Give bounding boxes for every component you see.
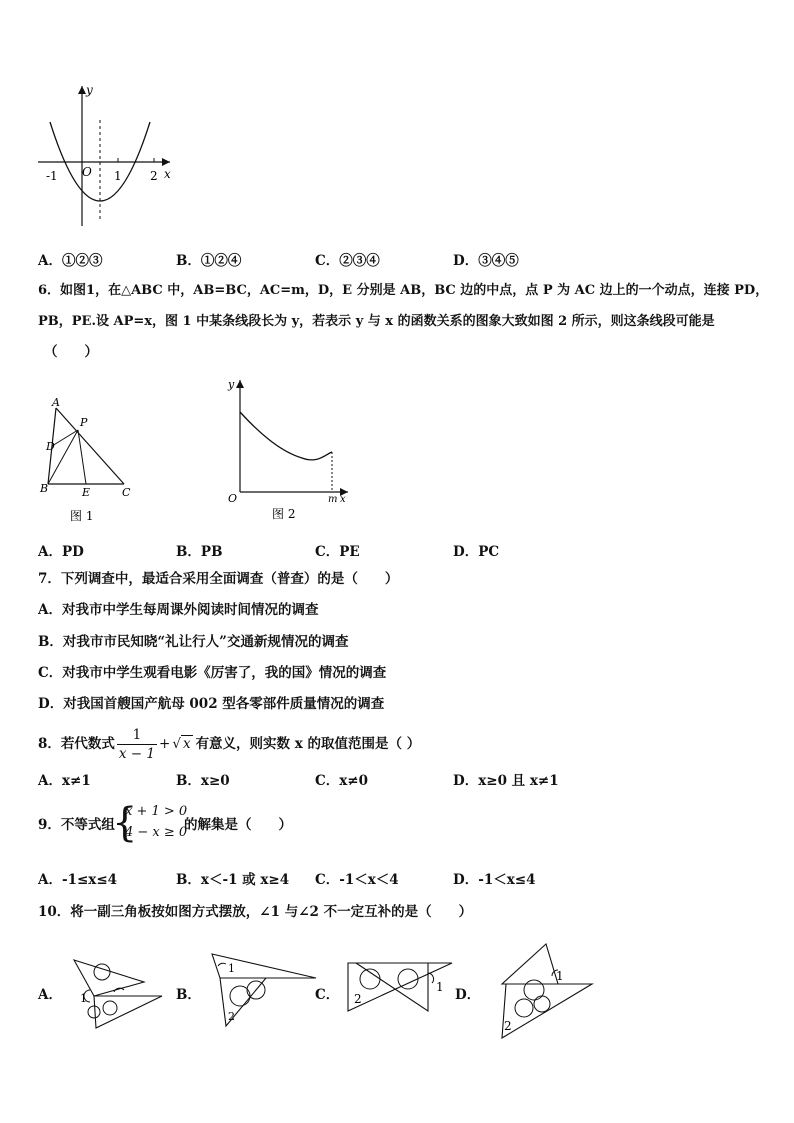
fig2-y-label: y — [228, 378, 235, 391]
fig2-x-label: x — [340, 494, 346, 505]
q9-option-a[interactable]: A．-1≤x≤4 — [38, 872, 118, 888]
figure-2-caption: 图 2 — [272, 507, 296, 521]
tick-1: 1 — [114, 169, 122, 183]
point-d-label: D — [46, 440, 55, 453]
x-axis-label: x — [164, 167, 171, 181]
parabola-graph — [34, 80, 184, 230]
q8-option-c[interactable]: C．x≠0 — [315, 773, 369, 789]
q8-plus: + — [159, 736, 171, 752]
q7-option-c[interactable]: C．对我市中学生观看电影《厉害了，我的国》情况的调查 — [38, 665, 387, 681]
y-axis-label: y — [86, 83, 93, 97]
q9-prefix: 9．不等式组 — [38, 817, 115, 833]
q8-sqrt-radicand: x — [182, 736, 191, 752]
q8-fraction — [117, 726, 157, 763]
q6-stem-line3: （ ） — [44, 344, 98, 360]
figure-1-caption: 图 1 — [70, 509, 94, 523]
q6-figure-2 — [222, 376, 358, 526]
q5-option-a[interactable]: A．①②③ — [38, 253, 103, 269]
q10-d-angle-1-label: 1 — [556, 969, 564, 983]
point-e-label: E — [82, 486, 91, 499]
point-b-label: B — [40, 482, 49, 495]
q5-option-b[interactable]: B．①②④ — [176, 253, 242, 269]
q9-option-c[interactable]: C．-1＜x＜4 — [315, 872, 399, 888]
origin-label: O — [82, 165, 92, 179]
q10-stem: 10．将一副三角板按如图方式摆放，∠1 与∠2 不一定互补的是（ ） — [38, 904, 473, 920]
q10-option-c-figure — [344, 957, 456, 1017]
point-c-label: C — [122, 486, 131, 499]
q10-c-angle-1-label: 1 — [436, 980, 444, 994]
q10-d-angle-2-label: 2 — [504, 1019, 512, 1033]
q10-c-angle-2-label: 2 — [354, 992, 362, 1006]
q8-numerator: 1 — [117, 726, 157, 745]
q5-option-c[interactable]: C．②③④ — [315, 253, 380, 269]
point-a-label: A — [52, 396, 60, 409]
q10-b-angle-1-label: 1 — [228, 962, 235, 975]
q9-option-b[interactable]: B．x＜-1 或 x≥4 — [176, 872, 290, 888]
q6-option-d[interactable]: D．PC — [453, 544, 500, 560]
q9-brace: { — [112, 800, 138, 846]
q8-option-a[interactable]: A．x≠1 — [38, 773, 91, 789]
q8-suffix: 有意义，则实数 x 的取值范围是（ ） — [195, 736, 421, 752]
point-p-label: P — [80, 416, 88, 429]
q6-stem-line1: 6．如图1，在△ABC 中，AB=BC，AC=m，D，E 分别是 AB，BC 边的中点，点 P 为 AC 边上的一个动点，连接 PD， — [38, 283, 769, 298]
q7-stem: 7．下列调查中，最适合采用全面调查（普查）的是（ ） — [38, 571, 399, 587]
q6-figure-1 — [34, 392, 144, 528]
q10-option-c-letter[interactable]: C． — [315, 987, 340, 1003]
q10-option-b-letter[interactable]: B． — [176, 987, 201, 1003]
q9-suffix: 的解集是（ ） — [184, 817, 292, 833]
tick-neg1: -1 — [46, 169, 58, 183]
q10-option-a-letter[interactable]: A． — [38, 987, 62, 1003]
q5-option-d[interactable]: D．③④⑤ — [453, 253, 519, 269]
fig2-origin-label: O — [228, 492, 238, 505]
fig2-m-label: m — [328, 494, 338, 505]
q8-sqrt: √ x — [172, 736, 191, 752]
q10-a-angle-label: 1 — [80, 992, 87, 1005]
q6-option-c[interactable]: C．PE — [315, 544, 360, 560]
tick-2: 2 — [150, 169, 158, 183]
q9-option-d[interactable]: D．-1＜x≤4 — [453, 872, 536, 888]
q6-option-b[interactable]: B．PB — [176, 544, 223, 560]
q8-denominator: x − 1 — [118, 745, 156, 762]
q10-option-b-figure — [204, 950, 324, 1030]
q10-option-d-figure — [498, 942, 598, 1042]
q8-option-d[interactable]: D．x≥0 且 x≠1 — [453, 773, 559, 789]
q7-option-a[interactable]: A．对我市中学生每周课外阅读时间情况的调查 — [38, 602, 319, 618]
q9-inequality-2: 4 − x ≥ 0 — [125, 825, 188, 840]
q8-option-b[interactable]: B．x≥0 — [176, 773, 230, 789]
q10-option-a-figure — [66, 952, 170, 1032]
q6-option-a[interactable]: A．PD — [38, 544, 84, 560]
q6-stem-line2: PB，PE.设 AP=x，图 1 中某条线段长为 y，若表示 y 与 x 的函数关系的图象大致如图 2 所示，则这条线段可能是 — [38, 314, 715, 329]
q8-stem — [38, 722, 420, 766]
q7-option-b[interactable]: B．对我市市民知晓“礼让行人”交通新规情况的调查 — [38, 634, 349, 650]
q8-prefix: 8．若代数式 — [38, 736, 115, 752]
q9-inequality-1: x + 1 > 0 — [125, 804, 188, 819]
q10-b-angle-2-label: 2 — [228, 1010, 235, 1023]
q10-option-d-letter[interactable]: D． — [455, 987, 481, 1003]
q7-option-d[interactable]: D．对我国首艘国产航母 002 型各零部件质量情况的调查 — [38, 696, 385, 712]
